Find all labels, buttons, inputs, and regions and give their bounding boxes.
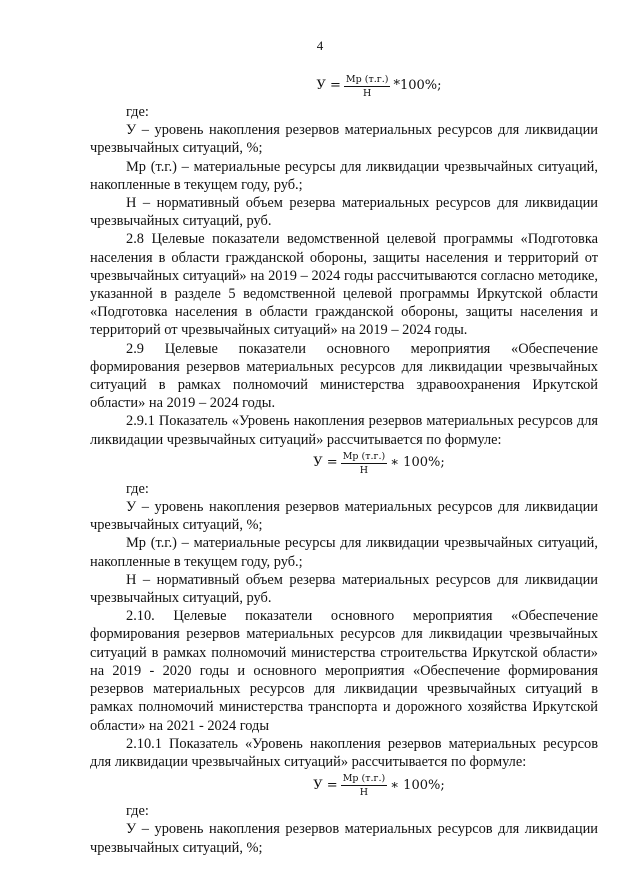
section-2-10-1: 2.10.1 Показатель «Уровень накопления резервов материальных ресурсов для ликвидации чрезвычайных ситуаций» рассчитывается по формуле: [90,735,598,770]
formula-numerator: Мр (т.г.) [342,773,386,785]
formula-numerator: Мр (т.г.) [342,450,386,462]
formula-rhs: ∗ 100%; [390,455,445,471]
where-label: где: [126,480,149,497]
formula-2 [90,451,598,476]
where-label: где: [126,104,149,120]
definition-n: Н – нормативный объем резерва материальных ресурсов для ликвидации чрезвычайных ситуаций, руб. [90,571,598,607]
definition-u: У – уровень накопления резервов материальных ресурсов для ликвидации чрезвычайных ситуаций, %; [90,122,598,157]
section-2-8: 2.8 Целевые показатели ведомственной целевой программы «Подготовка населения в области гражданской обороны, защиты населения и территорий от чрезвычайных ситуаций» на 2019 – 2024 годы рассчитываются согласно методике, указанной в разделе 5 ведомственной целевой программы Иркутской области «Подготовка населения в области гражданской обороны, защиты населения и территорий от чрезвычайных ситуаций» на 2019 – 2024 годы. [90,231,598,339]
formula-lhs: У = [316,78,341,94]
formula-lhs: У = [313,455,338,471]
definition-mr: Мр (т.г.) – материальные ресурсы для ликвидации чрезвычайных ситуаций, накопленные в текущем году, руб.; [90,535,598,570]
section-2-10: 2.10. Целевые показатели основного мероприятия «Обеспечение формирования резервов материальных ресурсов для ликвидации чрезвычайных ситуаций в рамках полномочий министерства строительства Иркутской области» на 2019 - 2020 годы и основного мероприятия «Обеспечение формирования резервов материальных ресурсов для ликвидации чрезвычайных ситуаций в рамках полномочий министерства транспорта и дорожного хозяйства Иркутской области» на 2021 - 2024 годы [90,608,598,734]
formula-1 [90,74,598,99]
formula-denominator: Н [359,787,369,799]
formula-3 [90,773,598,798]
formula-numerator: Мр (т.г.) [345,74,389,85]
section-2-9: 2.9 Целевые показатели основного мероприятия «Обеспечение формирования резервов материальных ресурсов для ликвидации чрезвычайных ситуаций в рамках полномочий министерства здравоохранения Иркутской области» на 2019 – 2024 годы. [90,340,598,412]
formula-fraction [341,773,388,798]
formula-denominator: Н [363,88,372,99]
formula-lhs: У = [313,777,338,793]
definition-mr: Мр (т.г.) – материальные ресурсы для ликвидации чрезвычайных ситуаций, накопленные в текущем году, руб.; [90,158,598,193]
where-label: где: [126,803,149,820]
definition-u: У – уровень накопления резервов материальных ресурсов для ликвидации чрезвычайных ситуаций, %; [90,499,598,534]
section-2-9-1: 2.9.1 Показатель «Уровень накопления резервов материальных ресурсов для ликвидации чрезвычайных ситуаций» рассчитывается по формуле: [90,413,598,448]
formula-fraction [341,451,388,476]
formula-rhs: ∗ 100%; [390,777,445,793]
definition-u: У – уровень накопления резервов материальных ресурсов для ликвидации чрезвычайных ситуаций, %; [90,821,598,856]
formula-fraction [344,74,391,99]
document-body [90,72,598,857]
formula-rhs: *100%; [393,78,442,94]
formula-denominator: Н [359,464,369,476]
definition-n: Н – нормативный объем резерва материальных ресурсов для ликвидации чрезвычайных ситуаций, руб. [90,195,598,230]
page-number: 4 [316,38,324,53]
